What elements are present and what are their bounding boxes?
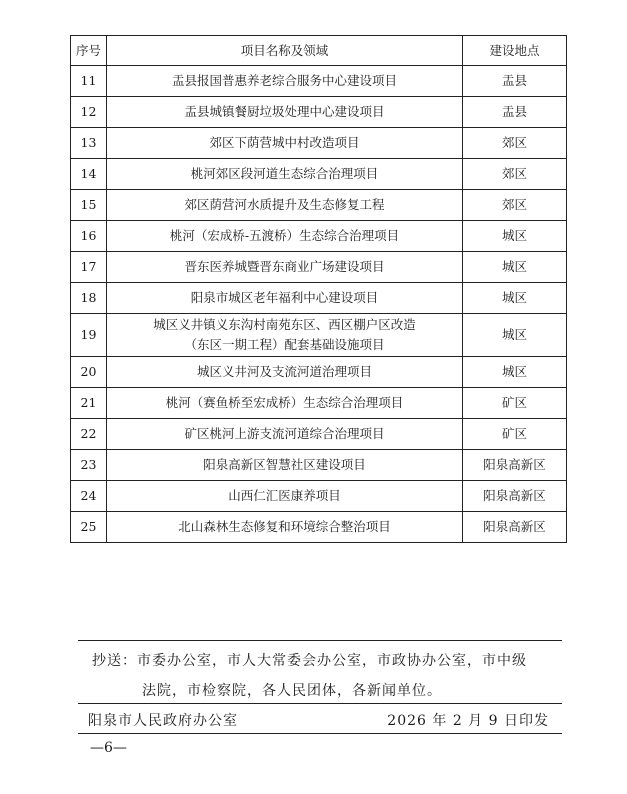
table-row [71,357,567,388]
row-project-name: 郊区荫营河水质提升及生态修复工程 [107,190,463,221]
row-project-name: 阳泉市城区老年福利中心建设项目 [107,283,463,314]
row-project-name: 晋东医养城暨晋东商业广场建设项目 [107,252,463,283]
table-row [71,388,567,419]
row-location: 城区 [463,252,567,283]
row-location: 阳泉高新区 [463,481,567,512]
row-number: 16 [71,221,107,252]
row-project-name: 北山森林生态修复和环境综合整治项目 [107,512,463,543]
row-project-name: 山西仁汇医康养项目 [107,481,463,512]
header-project-name: 项目名称及领域 [107,36,463,66]
row-project-name: 盂县城镇餐厨垃圾处理中心建设项目 [107,97,463,128]
row-project-name: 郊区下荫营城中村改造项目 [107,128,463,159]
table-row [71,128,567,159]
table-row [71,252,567,283]
cc-top-rule [78,640,562,641]
row-location: 阳泉高新区 [463,512,567,543]
cc-label: 抄送： [92,653,137,669]
cc-line-first [92,650,527,670]
row-project-name: 盂县报国普惠养老综合服务中心建设项目 [107,66,463,97]
row-number: 12 [71,97,107,128]
row-number: 11 [71,66,107,97]
row-number: 13 [71,128,107,159]
table-row [71,159,567,190]
row-project-name: 阳泉高新区智慧社区建设项目 [107,450,463,481]
cc-recipients-continued: 法院，市检察院，各人民团体，各新闻单位。 [142,683,442,699]
row-number: 21 [71,388,107,419]
row-project-name: 矿区桃河上游支流河道综合治理项目 [107,419,463,450]
issuing-office: 阳泉市人民政府办公室 [88,713,238,729]
issue-date: 2026 年 2 月 9 日印发 [387,713,549,729]
header-location: 建设地点 [463,36,567,66]
row-project-name-line: （东区一期工程）配套基础设施项目 [184,337,385,352]
row-location: 矿区 [463,419,567,450]
table-row [71,419,567,450]
row-number: 22 [71,419,107,450]
table-row [71,481,567,512]
cc-bottom-rule [78,703,562,704]
row-location: 矿区 [463,388,567,419]
row-number: 15 [71,190,107,221]
table-row [71,190,567,221]
row-location: 郊区 [463,128,567,159]
row-number: 14 [71,159,107,190]
row-number: 23 [71,450,107,481]
row-location: 郊区 [463,190,567,221]
row-project-name: 桃河郊区段河道生态综合治理项目 [107,159,463,190]
table-row [71,97,567,128]
row-project-name-line: 城区义井镇义东沟村南苑东区、西区棚户区改造 [153,317,416,332]
table-row [71,314,567,357]
table-header-row [71,36,567,66]
row-number: 17 [71,252,107,283]
row-number: 24 [71,481,107,512]
row-location: 郊区 [463,159,567,190]
row-location: 城区 [463,221,567,252]
row-location: 阳泉高新区 [463,450,567,481]
row-number: 25 [71,512,107,543]
issuer-bottom-rule [78,733,562,734]
row-location: 城区 [463,357,567,388]
row-project-name [107,314,463,357]
row-project-name: 桃河（宏成桥-五渡桥）生态综合治理项目 [107,221,463,252]
row-number: 20 [71,357,107,388]
row-number: 18 [71,283,107,314]
header-serial-number: 序号 [71,36,107,66]
row-location: 盂县 [463,66,567,97]
row-number: 19 [71,314,107,357]
cc-recipients: 市委办公室，市人大常委会办公室，市政协办公室，市中级 [137,653,527,669]
table-row [71,283,567,314]
table-row [71,450,567,481]
row-project-name: 城区义井河及支流河道治理项目 [107,357,463,388]
project-table [70,35,567,543]
page-number: —6— [90,740,127,756]
table-row [71,512,567,543]
row-location: 城区 [463,314,567,357]
row-location: 盂县 [463,97,567,128]
table-row [71,66,567,97]
table-row [71,221,567,252]
row-location: 城区 [463,283,567,314]
row-project-name: 桃河（赛鱼桥至宏成桥）生态综合治理项目 [107,388,463,419]
